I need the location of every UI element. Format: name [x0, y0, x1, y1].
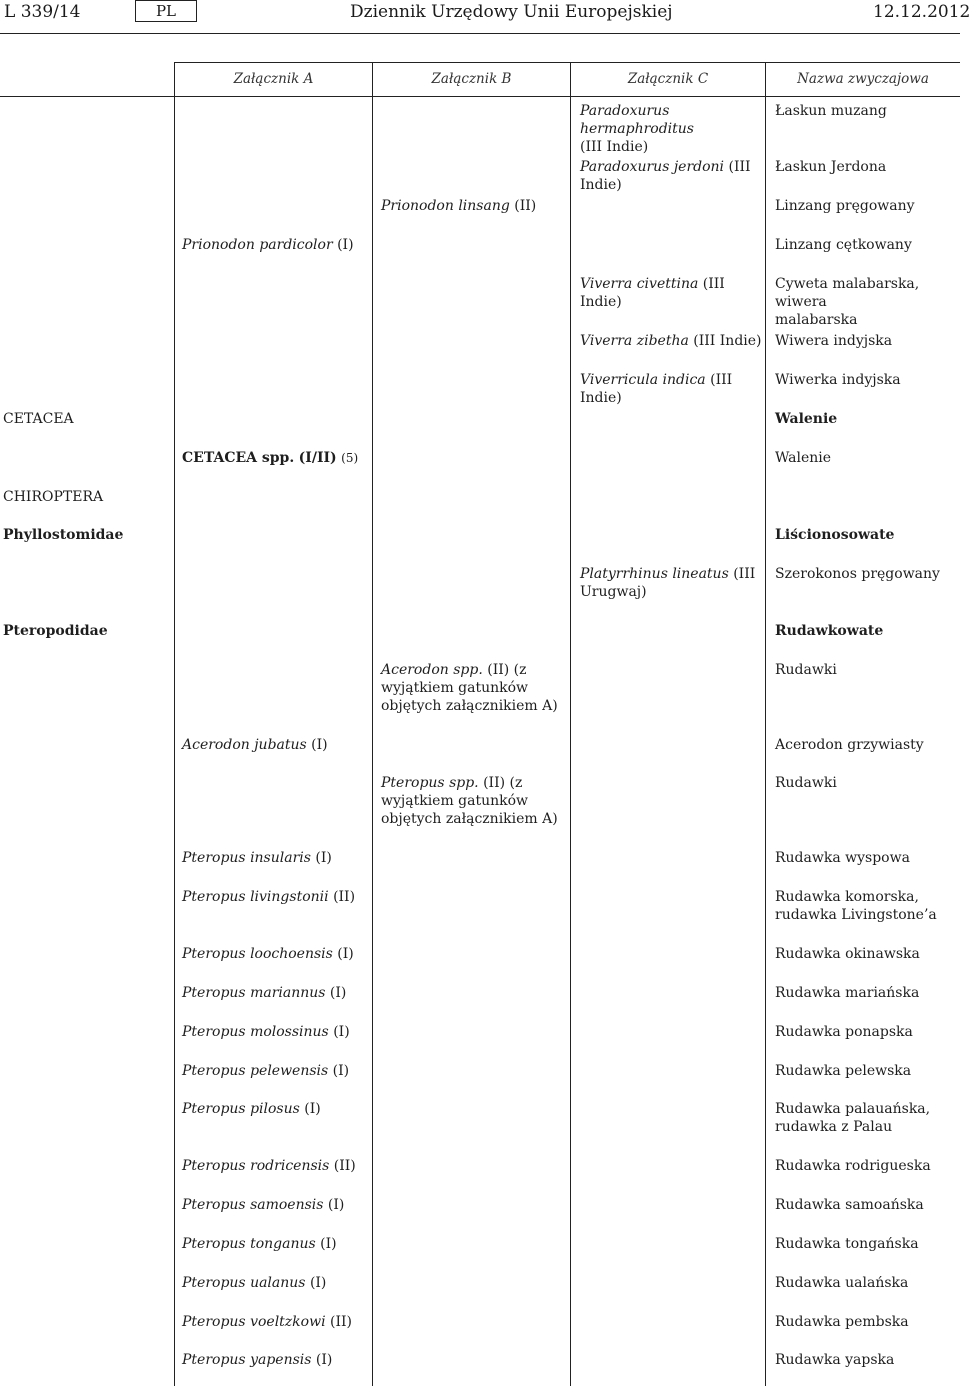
common-name-text: Walenie: [775, 411, 838, 427]
annex-b-entry: [381, 197, 566, 215]
order-label: CHIROPTERA: [3, 489, 104, 505]
listing-annotation: (III: [733, 566, 756, 582]
taxon-name: Viverra civettina: [580, 276, 699, 292]
taxon-name: Pteropus spp.: [381, 775, 479, 791]
taxon-name: CETACEA spp.: [182, 450, 295, 466]
common-name-text: Szerokonos pręgowany: [775, 566, 940, 582]
taxon-name: Acerodon spp.: [381, 662, 483, 678]
annex-a-entry: [182, 945, 367, 963]
language-badge: PL: [135, 0, 197, 22]
annex-c-entry: [580, 275, 765, 311]
annex-c-entry: [580, 102, 765, 156]
order-name: [3, 410, 173, 428]
listing-annotation: (I): [329, 985, 347, 1001]
common-name: [775, 1351, 957, 1369]
annex-b-entry: [381, 661, 566, 715]
journal-title: Dziennik Urzędowy Unii Europejskiej: [350, 2, 673, 22]
column-header-annex-b: Załącznik B: [431, 71, 512, 87]
annex-c-entry: [580, 332, 765, 350]
common-name: [775, 332, 957, 350]
common-name: [775, 158, 957, 176]
taxon-name: Pteropus livingstonii: [182, 889, 329, 905]
listing-annotation: (I/II): [298, 450, 337, 466]
page-reference: L 339/14: [4, 2, 81, 22]
common-name: [775, 1100, 957, 1136]
taxon-name: Pteropus ualanus: [182, 1275, 306, 1291]
common-name-text: Łaskun muzang: [775, 103, 887, 119]
column-header-annex-a: Załącznik A: [233, 71, 314, 87]
listing-annotation: (I): [309, 1275, 327, 1291]
annex-a-entry: [182, 1023, 367, 1041]
taxon-name: Prionodon linsang: [381, 198, 510, 214]
common-name-text: Rudawka rodrigueska: [775, 1158, 931, 1174]
annex-c-entry: [580, 565, 765, 601]
listing-annotation: (II): [333, 1158, 356, 1174]
listing-annotation: (I): [327, 1197, 345, 1213]
common-name: [775, 945, 957, 963]
common-name: [775, 1023, 957, 1041]
common-name: [775, 1274, 957, 1292]
listing-annotation: (I): [337, 237, 354, 253]
column-header-common-name: Nazwa zwyczajowa: [797, 71, 929, 87]
taxon-name: Pteropus loochoensis: [182, 946, 333, 962]
listing-annotation: (I): [315, 1352, 333, 1368]
listing-annotation: (III Indie): [580, 372, 733, 406]
annex-a-entry: [182, 849, 367, 867]
footnote-ref: (5): [341, 451, 359, 465]
common-name: [775, 1157, 957, 1175]
annex-a-entry: [182, 1274, 367, 1292]
listing-annotation: (III Indie): [580, 276, 725, 310]
common-name-text: Rudawka pembska: [775, 1314, 909, 1330]
common-name-text: Liścionosowate: [775, 527, 895, 543]
annex-a-entry: [182, 1157, 367, 1175]
common-name-text: Cyweta malabarska, wiwera: [775, 276, 920, 310]
family-label: Pteropodidae: [3, 623, 108, 639]
common-name-text: Rudawki: [775, 662, 837, 678]
common-name-text: Wiwera indyjska: [775, 333, 893, 349]
order-name: [3, 488, 173, 506]
taxon-name: Viverricula indica: [580, 372, 706, 388]
listing-annotation: (II) (z: [487, 662, 527, 678]
family-name: [3, 526, 173, 544]
annex-a-entry: [182, 449, 367, 467]
common-name: [775, 1235, 957, 1253]
common-name-text: Walenie: [775, 450, 832, 466]
common-name: [775, 661, 957, 679]
annex-a-entry: [182, 736, 367, 754]
order-label: CETACEA: [3, 411, 74, 427]
common-name-continuation: rudawka Livingstone’a: [775, 907, 937, 923]
common-name: [775, 984, 957, 1002]
common-name-text: Acerodon grzywiasty: [775, 737, 924, 753]
taxon-name: Platyrrhinus lineatus: [580, 566, 729, 582]
annex-a-entry: [182, 984, 367, 1002]
table-header-rule: [0, 96, 960, 97]
common-name-continuation: malabarska: [775, 312, 858, 328]
column-divider: [372, 62, 373, 1386]
taxon-continuation: wyjątkiem gatunków: [381, 680, 529, 696]
common-name-text: Rudawka palauańska,: [775, 1101, 931, 1117]
common-name-text: Rudawka okinawska: [775, 946, 920, 962]
common-name: [775, 1313, 957, 1331]
listing-annotation: (I): [332, 1063, 350, 1079]
annex-a-entry: [182, 1351, 367, 1369]
taxon-continuation: objętych załącznikiem A): [381, 698, 558, 714]
column-divider: [765, 62, 766, 1386]
taxon-name: Pteropus tonganus: [182, 1236, 316, 1252]
annex-a-entry: [182, 1196, 367, 1214]
listing-annotation: (I): [311, 737, 328, 753]
common-name: [775, 888, 957, 924]
family-name: [3, 622, 173, 640]
common-name-text: Łaskun Jerdona: [775, 159, 887, 175]
taxon-name: Pteropus pilosus: [182, 1101, 300, 1117]
annex-c-entry: [580, 371, 765, 407]
column-divider: [570, 62, 571, 1386]
annex-a-entry: [182, 1313, 367, 1331]
taxon-name: Paradoxurus jerdoni: [580, 159, 725, 175]
common-name-text: Rudawka ualańska: [775, 1275, 909, 1291]
common-name: [775, 565, 957, 583]
common-name: [775, 622, 957, 640]
annex-a-entry: [182, 888, 367, 906]
taxon-continuation: objętych załącznikiem A): [381, 811, 558, 827]
common-name-continuation: rudawka z Palau: [775, 1119, 893, 1135]
page-header: [0, 0, 970, 30]
common-name-text: Rudawka pelewska: [775, 1063, 912, 1079]
taxon-name: Viverra zibetha: [580, 333, 689, 349]
common-name: [775, 275, 957, 329]
common-name-text: Wiwerka indyjska: [775, 372, 901, 388]
listing-annotation: (I): [315, 850, 332, 866]
annex-b-entry: [381, 774, 566, 828]
common-name: [775, 526, 957, 544]
family-label: Phyllostomidae: [3, 527, 124, 543]
listing-annotation: (I): [333, 1024, 350, 1040]
annex-a-entry: [182, 1235, 367, 1253]
common-name: [775, 1196, 957, 1214]
common-name-text: Rudawka samoańska: [775, 1197, 924, 1213]
taxon-name: Pteropus molossinus: [182, 1024, 329, 1040]
common-name-text: Rudawki: [775, 775, 837, 791]
listing-annotation: (II) (z: [483, 775, 523, 791]
common-name: [775, 736, 957, 754]
common-name-text: Rudawka tongańska: [775, 1236, 919, 1252]
taxon-name: Pteropus voeltzkowi: [182, 1314, 326, 1330]
listing-annotation: (III Indie): [693, 333, 762, 349]
common-name-text: Rudawka mariańska: [775, 985, 920, 1001]
common-name: [775, 410, 957, 428]
taxon-name: Paradoxurus hermaphroditus: [580, 103, 694, 137]
common-name-text: Rudawka yapska: [775, 1352, 895, 1368]
common-name: [775, 449, 957, 467]
common-name-text: Rudawka komorska,: [775, 889, 919, 905]
taxon-name: Pteropus insularis: [182, 850, 311, 866]
listing-annotation: (II): [514, 198, 537, 214]
common-name-text: Rudawka ponapska: [775, 1024, 913, 1040]
common-name: [775, 197, 957, 215]
annex-a-entry: [182, 1100, 367, 1118]
header-rule: [0, 33, 960, 34]
annex-c-entry: [580, 158, 765, 194]
common-name-text: Linzang pręgowany: [775, 198, 915, 214]
taxon-continuation: wyjątkiem gatunków: [381, 793, 529, 809]
annex-a-entry: [182, 236, 367, 254]
taxon-name: Pteropus yapensis: [182, 1352, 312, 1368]
listing-annotation: (I): [320, 1236, 337, 1252]
taxon-name: Pteropus pelewensis: [182, 1063, 329, 1079]
publication-date: 12.12.2012: [873, 2, 970, 22]
taxon-continuation: (III Indie): [580, 139, 649, 155]
column-header-annex-c: Załącznik C: [627, 71, 709, 87]
listing-annotation: (II): [330, 1314, 352, 1330]
listing-annotation: (II): [333, 889, 356, 905]
annex-a-entry: [182, 1062, 367, 1080]
listing-annotation: (III Indie): [580, 159, 751, 193]
common-name: [775, 371, 957, 389]
common-name-text: Linzang cętkowany: [775, 237, 912, 253]
common-name-text: Rudawkowate: [775, 623, 884, 639]
common-name: [775, 774, 957, 792]
taxon-name: Acerodon jubatus: [182, 737, 307, 753]
taxon-name: Pteropus samoensis: [182, 1197, 324, 1213]
common-name: [775, 1062, 957, 1080]
listing-annotation: (I): [304, 1101, 321, 1117]
common-name-text: Rudawka wyspowa: [775, 850, 910, 866]
common-name: [775, 102, 957, 120]
taxon-continuation: Urugwaj): [580, 584, 647, 600]
common-name: [775, 849, 957, 867]
common-name: [775, 236, 957, 254]
listing-annotation: (I): [337, 946, 354, 962]
taxon-name: Pteropus mariannus: [182, 985, 326, 1001]
taxon-name: Prionodon pardicolor: [182, 237, 333, 253]
column-divider: [174, 62, 175, 1386]
taxon-name: Pteropus rodricensis: [182, 1158, 330, 1174]
